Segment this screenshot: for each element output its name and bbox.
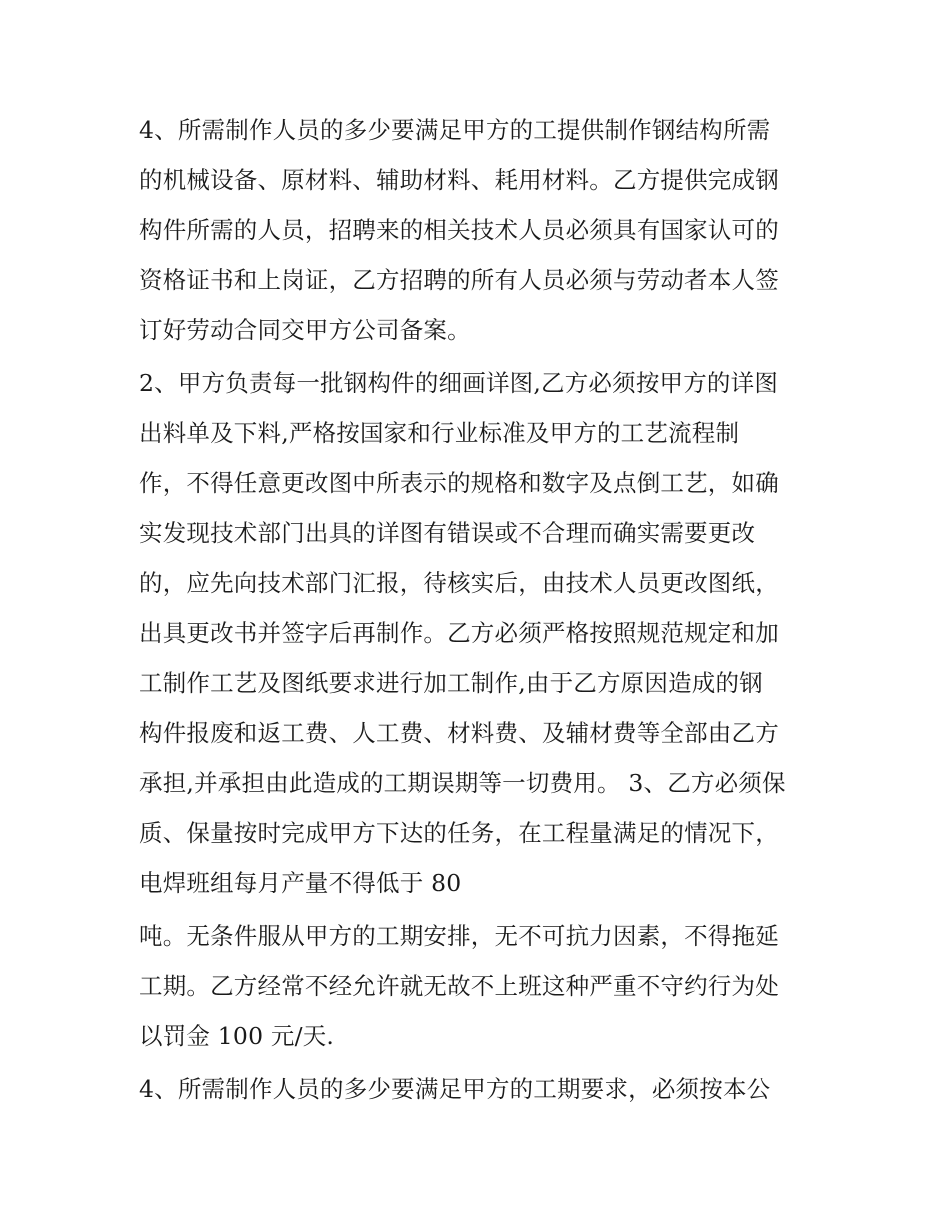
text-line: 承担,并承担由此造成的工期误期等一切费用。 3、乙方必须保 <box>139 769 786 797</box>
text-line: 构件报废和返工费、人工费、材料费、及辅材费等全部由乙方 <box>139 719 779 747</box>
text-line: 实发现技术部门出具的详图有错误或不合理而确实需要更改 <box>139 519 756 547</box>
text-line: 资格证书和上岗证，乙方招聘的所有人员必须与劳动者本人签 <box>139 266 779 294</box>
text-line: 质、保量按时完成甲方下达的任务，在工程量满足的情况下， <box>139 819 779 847</box>
text-line: 构件所需的人员，招聘来的相关技术人员必须具有国家认可的 <box>139 216 779 244</box>
text-line: 2、甲方负责每一批钢构件的细画详图,乙方必须按甲方的详图 <box>139 369 779 397</box>
text-line: 工制作工艺及图纸要求进行加工制作,由于乙方原因造成的钢 <box>139 669 763 697</box>
text-line: 4、所需制作人员的多少要满足甲方的工期要求，必须按本公 <box>139 1075 771 1103</box>
text-line: 以罚金 100 元/天. <box>139 1022 335 1050</box>
text-line: 的，应先向技术部门汇报，待核实后，由技术人员更改图纸， <box>139 569 779 597</box>
text-line: 工期。乙方经常不经允许就无故不上班这种严重不守约行为处 <box>139 972 779 1000</box>
text-line: 作，不得任意更改图中所表示的规格和数字及点倒工艺，如确 <box>139 469 779 497</box>
text-line: 出料单及下料,严格按国家和行业标准及甲方的工艺流程制 <box>139 419 740 447</box>
text-line: 电焊班组每月产量不得低于 80 <box>139 869 462 897</box>
text-line: 4、所需制作人员的多少要满足甲方的工提供制作钢结构所需 <box>139 116 771 144</box>
text-line: 的机械设备、原材料、辅助材料、耗用材料。乙方提供完成钢 <box>139 166 779 194</box>
text-line: 吨。无条件服从甲方的工期安排，无不可抗力因素，不得拖延 <box>139 922 779 950</box>
text-line: 出具更改书并签字后再制作。乙方必须严格按照规范规定和加 <box>139 619 779 647</box>
text-line: 订好劳动合同交甲方公司备案。 <box>139 316 471 344</box>
